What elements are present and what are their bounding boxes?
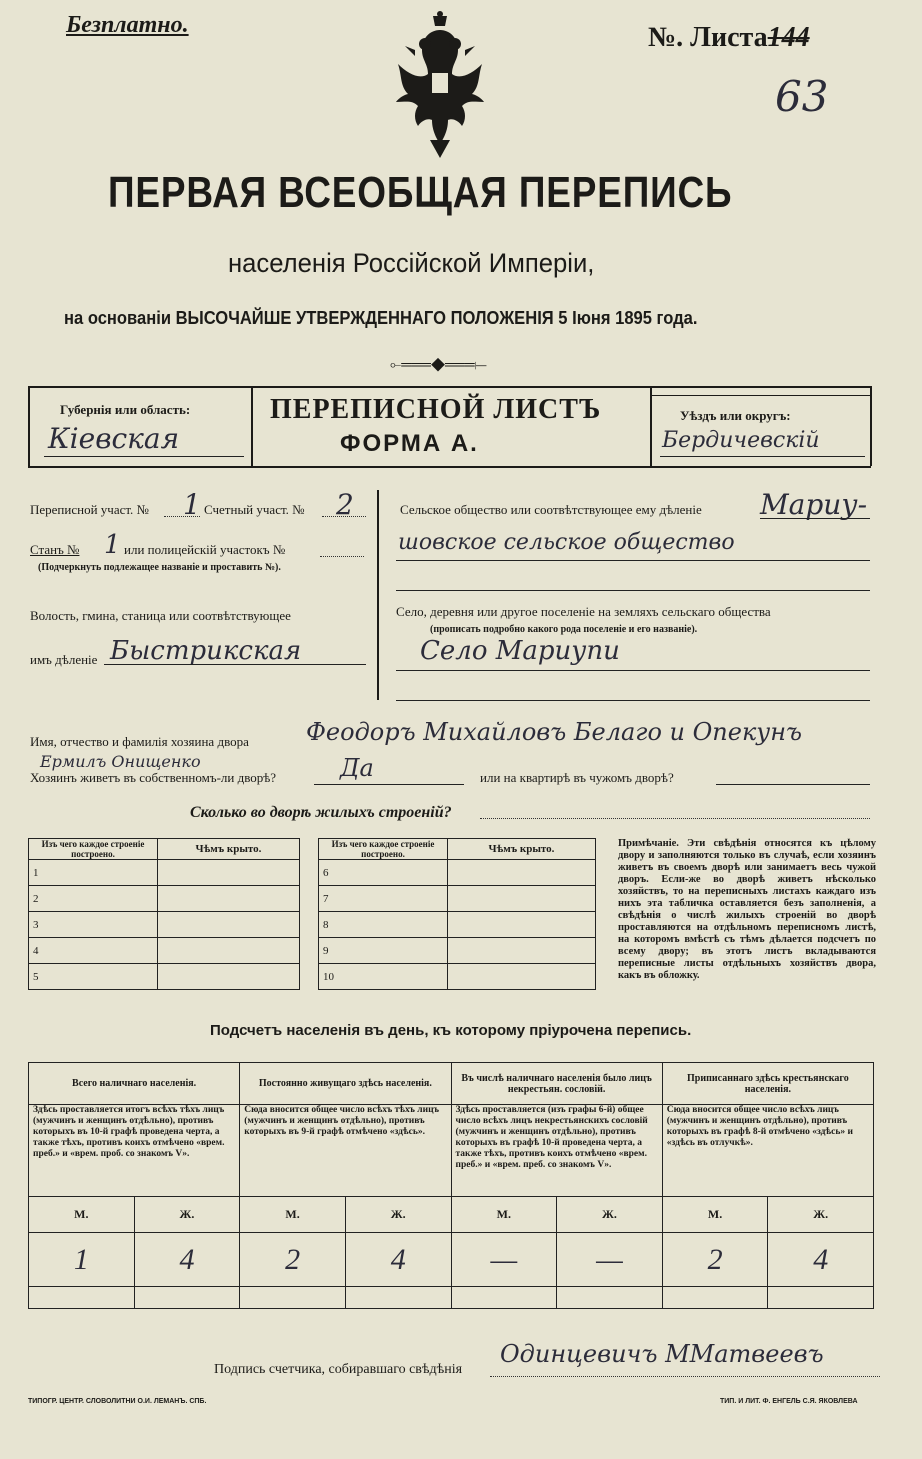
table-row: 3: [29, 912, 158, 938]
buildings-table-left: Изъ чего каждое строеніе построено. Чѣмъ крыто. 1 2 3 4 5: [28, 838, 300, 990]
own-yard-label: Хозяинъ живетъ въ собственномъ-ли дворѣ?: [30, 770, 277, 785]
census-subtitle: населенія Россійской Имперіи,: [228, 248, 595, 278]
table-row: 8: [319, 912, 448, 938]
rented-label: или на квартирѣ въ чужомъ дворѣ?: [480, 770, 674, 785]
police-label: или полицейскій участокъ №: [124, 542, 286, 557]
table-row: 2: [29, 886, 158, 912]
society-value-1: Мариу-: [760, 488, 868, 521]
value-cell: 2: [662, 1233, 768, 1287]
village-note: (прописать подробно какого рода поселеніе и его названіе).: [430, 624, 698, 635]
value-cell: 4: [134, 1233, 240, 1287]
society-value-2: шовское сельское общество: [398, 530, 735, 555]
division-value: Быстрикская: [110, 636, 302, 666]
village-value: Село Мариупи: [420, 636, 620, 666]
coat-of-arms-icon: [385, 10, 495, 160]
form-subtitle: ФОРМА А.: [340, 430, 479, 457]
population-title: Подсчетъ населенія въ день, къ которому пріурочена перепись.: [210, 1022, 692, 1039]
division-label: имъ дѣленіе: [30, 652, 98, 667]
ornament: ⟜═══◆═══⟝: [390, 356, 487, 372]
volost-label: Волость, гмина, станица или соотвѣтствующее: [30, 608, 291, 623]
sheet-number-label: №. Листа144: [648, 22, 810, 53]
table-row: 5: [29, 964, 158, 990]
buildings-question: Сколько во дворѣ жилыхъ строеній?: [190, 804, 452, 821]
population-table: Всего наличнаго населенія. Постоянно живущаго здѣсь населенія. Въ числѣ наличнаго населенія было лицъ некрестьян. сословій. Приписаннаго здѣсь крестьянскаго населенія. Здѣсь проставляется итогъ всѣхъ тѣхъ лицъ (мужчинъ и женщинъ отдѣльно), противъ которыхъ въ 10-й графѣ проведена черта, а также тѣхъ, противъ коихъ отмѣчено «врем. преб.» и «врем. проб. со знакомъ V». Сюда вносится общее число всѣхъ тѣхъ лицъ (мужчинъ и женщинъ отдѣльно), противъ которыхъ въ 9-й графѣ отмѣчено «здѣсь». Здѣсь проставляется (изъ графы 6-й) общее число всѣхъ лицъ некрестьянскихъ сословій (мужчинъ и женщинъ отдѣльно), противъ которыхъ въ графѣ 10-й проведена черта, а также тѣхъ, противъ коихъ отмѣчено «врем. преб.» и «врем. преб. со знакомъ V». Сюда вносится общее число всѣхъ лицъ (мужчинъ и женщинъ отдѣльно), противъ которыхъ въ графѣ 8-й отмѣчено «здѣсь» и «здѣсь въ отлучкѣ». М. Ж. М. Ж. М. Ж. М. Ж. 1 4 2 4 — — 2 4: [28, 1062, 874, 1309]
census-area-label: Переписной участ. №: [30, 502, 149, 517]
signature-label: Подпись счетчика, собиравшаго свѣдѣнія: [214, 1362, 463, 1377]
table-row: 10: [319, 964, 448, 990]
count-area-value: 2: [336, 488, 354, 521]
table-row: 1: [29, 860, 158, 886]
province-value: Кіевская: [48, 422, 180, 455]
province-label: Губернія или область:: [60, 402, 191, 417]
value-cell: 1: [29, 1233, 135, 1287]
sheet-number-value: 63: [775, 72, 829, 121]
owner-name-value-2: Ермилъ Онищенко: [40, 752, 201, 771]
owner-name-label: Имя, отчество и фамилія хозяина двора: [30, 734, 249, 749]
printer-right: ТИП. И ЛИТ. Ф. ЕНГЕЛЬ С.Я. ЯКОВЛЕВА: [720, 1398, 858, 1405]
census-area-value: 1: [183, 488, 201, 521]
value-cell: 4: [768, 1233, 874, 1287]
value-cell: —: [557, 1233, 663, 1287]
census-title: ПЕРВАЯ ВСЕОБЩАЯ ПЕРЕПИСЬ: [108, 168, 733, 217]
table-row: 7: [319, 886, 448, 912]
underline-note: (Подчеркнуть подлежащее названіе и проставить №).: [38, 562, 281, 573]
district-label: Уѣздъ или округъ:: [680, 408, 791, 423]
table-row: 4: [29, 938, 158, 964]
value-cell: 4: [345, 1233, 451, 1287]
owner-name-value: Феодоръ Михайловъ Белаго и Опекунъ: [306, 718, 802, 746]
village-label: Село, деревня или другое поселеніе на земляхъ сельскаго общества: [396, 604, 771, 619]
stan-value: 1: [104, 530, 121, 560]
society-label: Сельское общество или соотвѣтствующее ему дѣленіе: [400, 502, 702, 517]
table-row: 9: [319, 938, 448, 964]
stan-label: Станъ №: [30, 542, 80, 557]
value-cell: 2: [240, 1233, 346, 1287]
form-title: ПЕРЕПИСНОЙ ЛИСТЪ: [270, 394, 602, 425]
free-label: Безплатно.: [66, 12, 189, 38]
table-row: 6: [319, 860, 448, 886]
buildings-note: Примѣчаніе. Эти свѣдѣнія относятся къ цѣлому двору и заполняются только въ случаѣ, если хозяинъ живетъ въ своемъ дворѣ или занимаетъ весь чужой дворъ. Если-же во дворѣ живетъ нѣсколько хозяйствъ, то на переписныхъ листахъ каждаго изъ нихъ эта табличка оставляется безъ заполненія, а свѣдѣнія о числѣ жилыхъ строеній во дворѣ проставляются на отдѣльномъ переписномъ листѣ, на которомъ вмѣстѣ съ тѣмъ дѣлается подсчетъ по всему двору; въ этотъ листъ вкладываются переписные листы отдѣльныхъ хозяйствъ двора, какъ въ обложку.: [618, 838, 876, 981]
buildings-table-right: Изъ чего каждое строеніе построено. Чѣмъ крыто. 6 7 8 9 10: [318, 838, 596, 990]
district-value: Бердичевскій: [662, 428, 820, 453]
own-yard-value: Да: [340, 754, 374, 782]
value-cell: —: [451, 1233, 557, 1287]
count-area-label: Счетный участ. №: [204, 502, 305, 517]
census-basis: на основаніи ВЫСОЧАЙШЕ УТВЕРЖДЕННАГО ПОЛОЖЕНІЯ 5 Іюня 1895 года.: [64, 308, 698, 328]
signature-value: Одинцевичъ ММатвеевъ: [500, 1340, 824, 1368]
printer-left: ТИПОГР. ЦЕНТР. СЛОВОЛИТНИ О.И. ЛЕМАНЪ. СПБ.: [28, 1398, 207, 1405]
